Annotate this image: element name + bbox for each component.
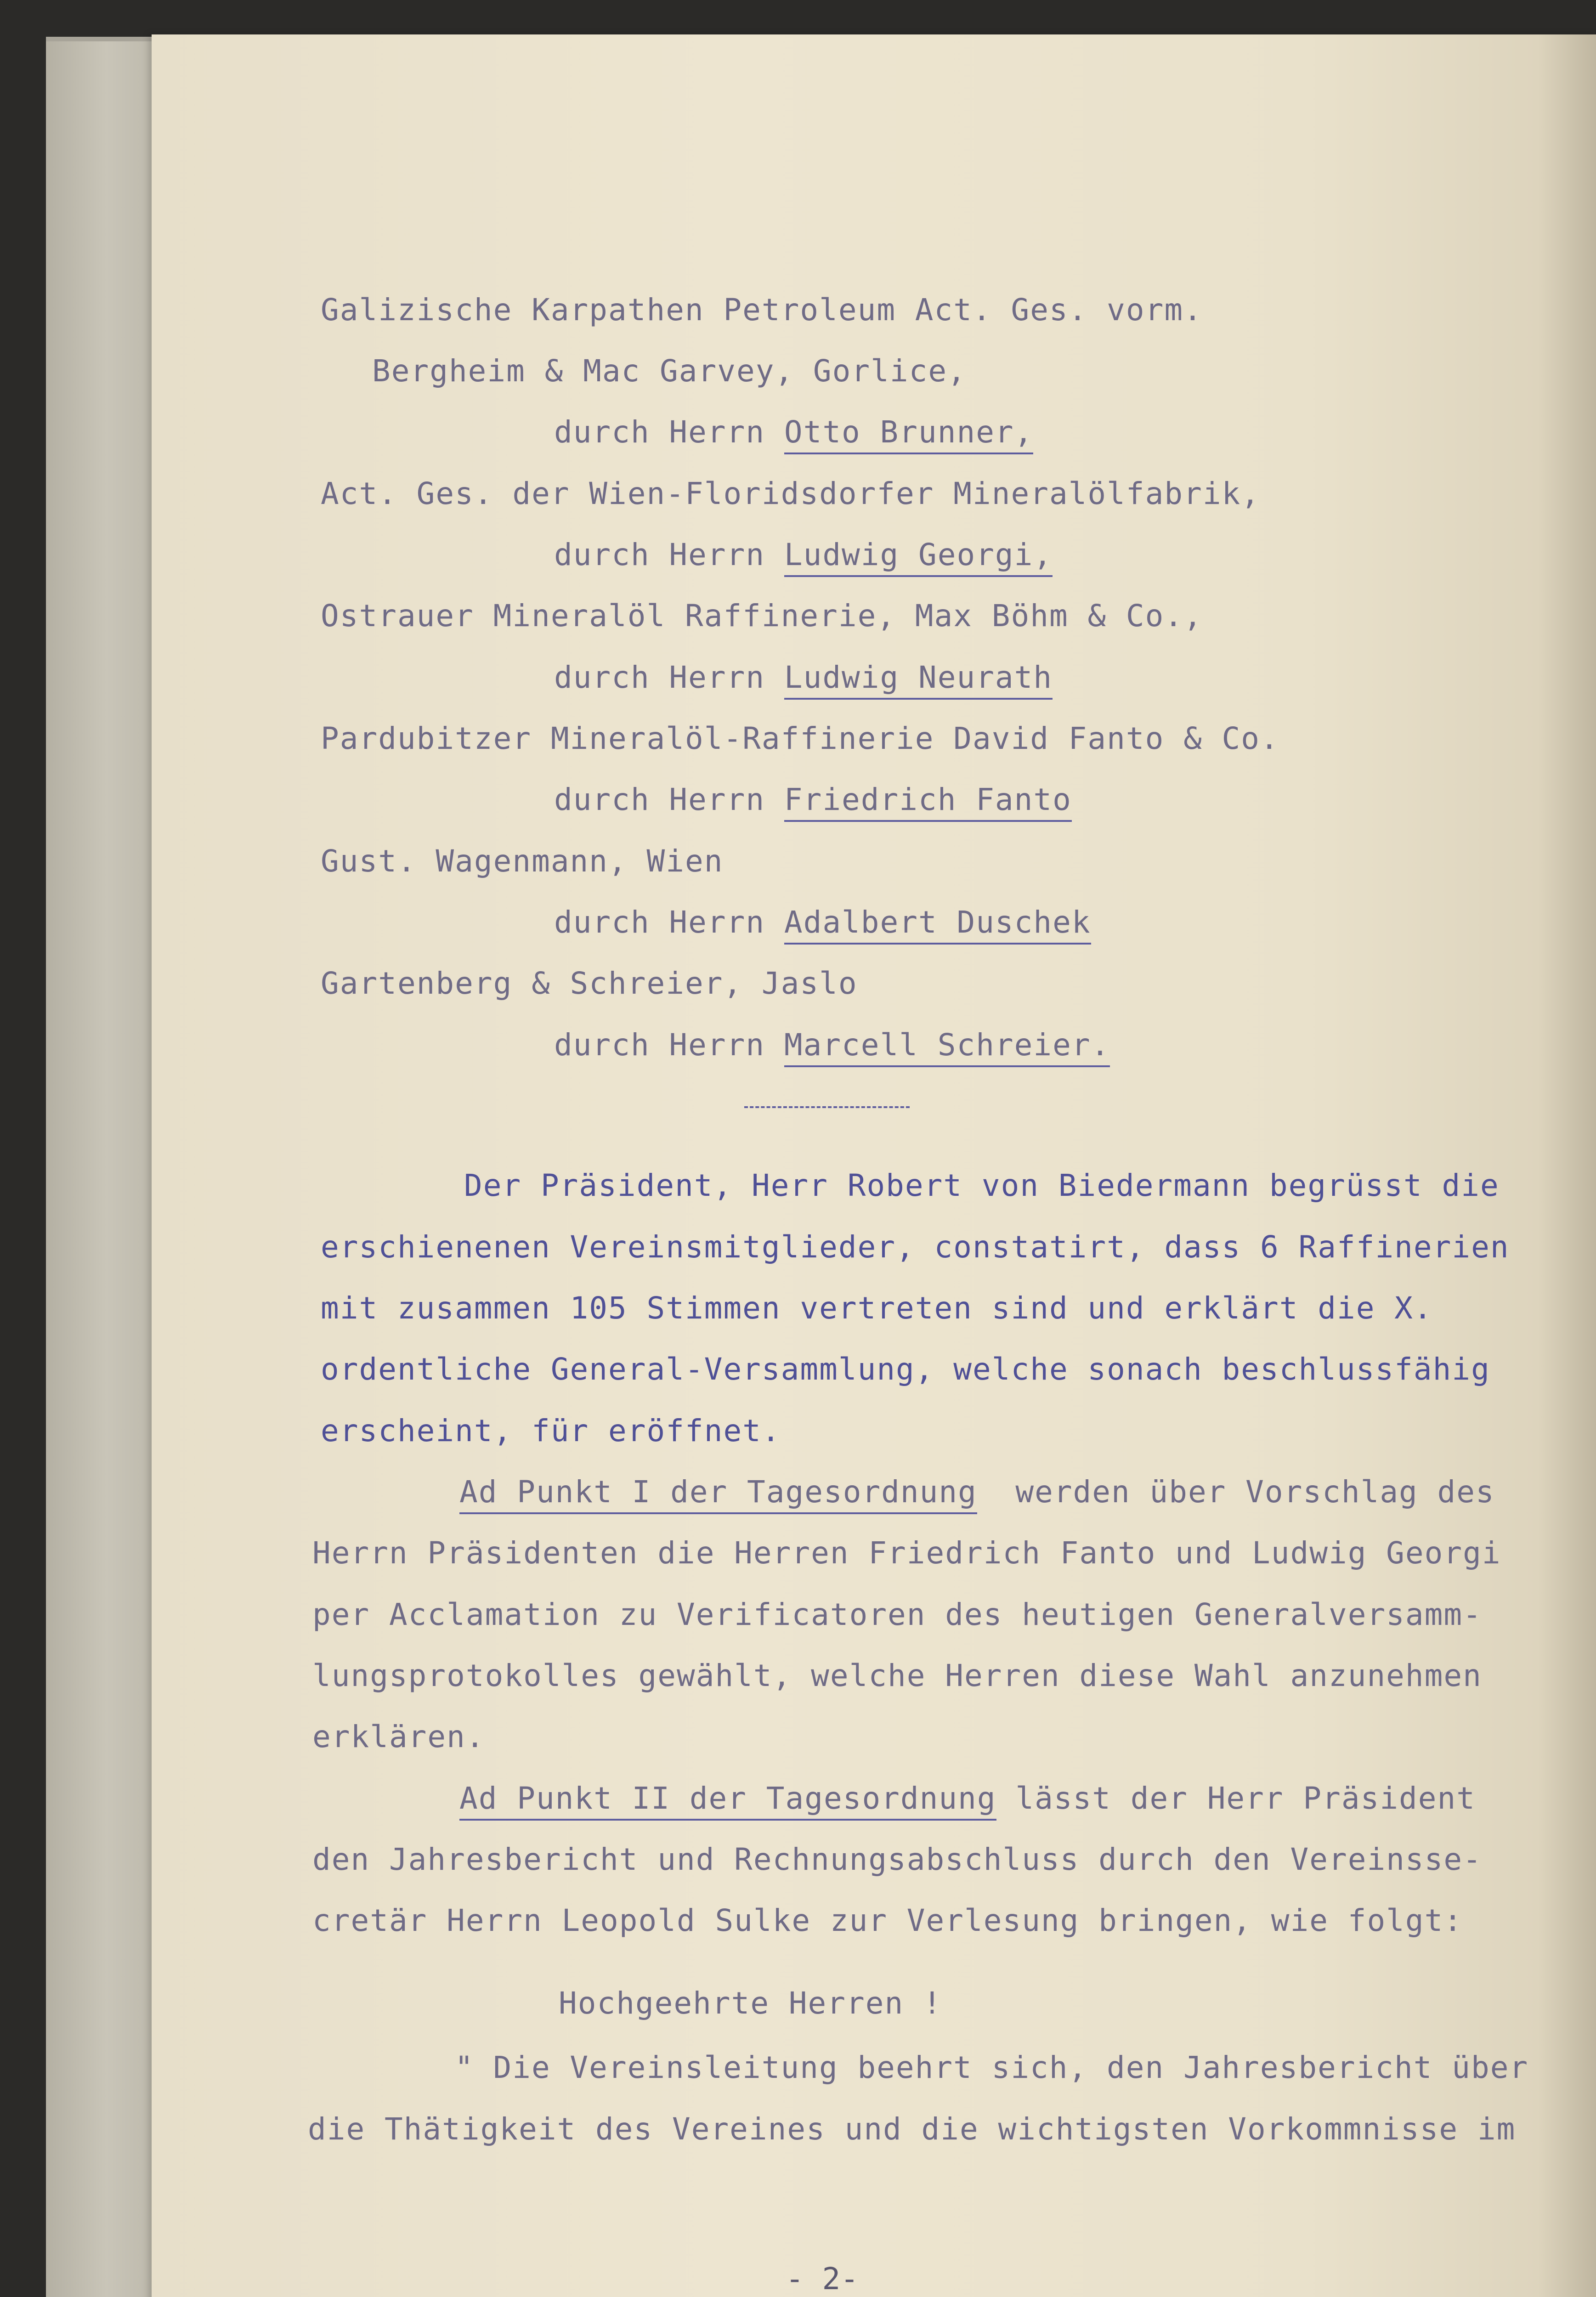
company-line: Bergheim & Mac Garvey, Gorlice, (372, 353, 967, 389)
salutation: Hochgeehrte Herren ! (559, 1986, 942, 2021)
paragraph-line: lungsprotokolles gewählt, welche Herren diese Wahl anzunehmen (312, 1658, 1482, 1693)
page-number: - 2- (786, 2261, 859, 2297)
paragraph-text: lässt der Herr Präsident (1015, 1781, 1476, 1816)
representative-line (554, 537, 1053, 577)
binder-spine (46, 41, 156, 2297)
representative-name: Friedrich Fanto (784, 781, 1072, 822)
section-divider (744, 1106, 910, 1108)
paragraph-line: die Thätigkeit des Vereines und die wichtigsten Vorkommnisse im (308, 2111, 1516, 2147)
representative-name: Marcell Schreier. (784, 1027, 1110, 1067)
agenda-item-line (459, 1474, 1495, 1514)
representative-line (554, 414, 1033, 454)
paragraph-line: erscheint, für eröffnet. (321, 1413, 781, 1448)
paragraph-text: werden über Vorschlag des (1015, 1474, 1495, 1510)
representative-prefix: durch Herrn (554, 660, 765, 695)
company-line: Act. Ges. der Wien-Floridsdorfer Mineralölfabrik, (321, 476, 1261, 511)
paragraph-line: per Acclamation zu Verificatoren des heutigen Generalversamm- (312, 1597, 1482, 1632)
company-line: Gust. Wagenmann, Wien (321, 843, 724, 879)
agenda-heading: Ad Punkt I der Tagesordnung (459, 1474, 977, 1514)
representative-line (554, 904, 1091, 945)
representative-name: Ludwig Neurath (784, 659, 1053, 700)
paragraph-line: den Jahresbericht und Rechnungsabschluss durch den Vereinsse- (312, 1842, 1482, 1877)
paragraph-line: cretär Herrn Leopold Sulke zur Verlesung bringen, wie folgt: (312, 1903, 1463, 1938)
paragraph-line: Der Präsident, Herr Robert von Biedermann begrüsst die (464, 1168, 1500, 1203)
paragraph-line: ordentliche General-Versammlung, welche sonach beschlussfähig (321, 1352, 1490, 1387)
representative-line (554, 781, 1072, 822)
representative-prefix: durch Herrn (554, 782, 765, 817)
company-line: Galizische Karpathen Petroleum Act. Ges. vorm. (321, 292, 1203, 328)
agenda-item-line (459, 1780, 1476, 1821)
representative-line (554, 1027, 1110, 1067)
representative-prefix: durch Herrn (554, 1027, 765, 1063)
representative-prefix: durch Herrn (554, 905, 765, 940)
representative-name: Adalbert Duschek (784, 904, 1091, 945)
representative-prefix: durch Herrn (554, 414, 765, 450)
paragraph-line: Herrn Präsidenten die Herren Friedrich Fanto und Ludwig Georgi (312, 1535, 1501, 1571)
representative-prefix: durch Herrn (554, 537, 765, 572)
company-line: Gartenberg & Schreier, Jaslo (321, 966, 858, 1001)
representative-name: Otto Brunner, (784, 414, 1034, 454)
paragraph-line: erschienenen Vereinsmitglieder, constatirt, dass 6 Raffinerien (321, 1229, 1510, 1265)
representative-line (554, 659, 1053, 700)
paragraph-line: " Die Vereinsleitung beehrt sich, den Jahresbericht über (455, 2050, 1529, 2085)
paragraph-line: erklären. (312, 1719, 485, 1754)
representative-name: Ludwig Georgi, (784, 537, 1053, 577)
agenda-heading: Ad Punkt II der Tagesordnung (459, 1780, 996, 1821)
company-line: Ostrauer Mineralöl Raffinerie, Max Böhm & Co., (321, 598, 1203, 634)
paragraph-line: mit zusammen 105 Stimmen vertreten sind und erklärt die X. (321, 1290, 1433, 1326)
document-page (152, 34, 1596, 2297)
company-line: Pardubitzer Mineralöl-Raffinerie David Fanto & Co. (321, 721, 1279, 756)
